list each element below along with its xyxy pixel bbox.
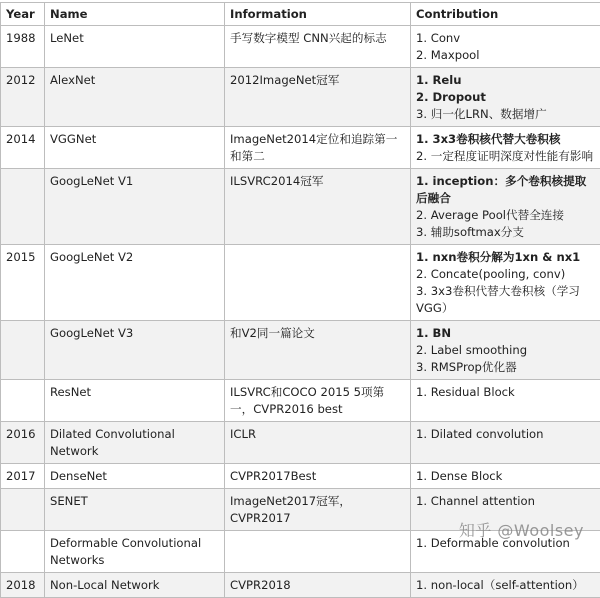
cell-information: ImageNet2017冠军，CVPR2017 <box>225 489 411 531</box>
cell-contribution <box>411 573 600 598</box>
cell-name: DenseNet <box>45 464 225 489</box>
cell-information <box>225 531 411 573</box>
cell-information: 手写数字模型 CNN兴起的标志 <box>225 26 411 68</box>
table-row <box>1 573 600 598</box>
contribution-item: 3. 辅助softmax分支 <box>416 224 597 241</box>
contribution-item: 1. Deformable convolution <box>416 535 597 552</box>
cell-year <box>1 489 45 531</box>
cell-year <box>1 321 45 380</box>
cell-year: 1988 <box>1 26 45 68</box>
cell-name: GoogLeNet V2 <box>45 245 225 321</box>
contribution-item: 1. nxn卷积分解为1xn & nx1 <box>416 249 597 266</box>
contribution-item: 1. non-local（self-attention） <box>416 577 597 594</box>
table-body <box>1 26 600 598</box>
table-row <box>1 380 600 422</box>
table-row <box>1 68 600 127</box>
cell-name: ResNet <box>45 380 225 422</box>
cell-contribution <box>411 422 600 464</box>
cell-name: SENET <box>45 489 225 531</box>
cell-year <box>1 169 45 245</box>
watermark: 知乎 @Woolsey <box>459 518 584 541</box>
header-row <box>1 3 600 26</box>
cell-year: 2015 <box>1 245 45 321</box>
cell-year <box>1 531 45 573</box>
cell-year: 2014 <box>1 127 45 169</box>
contribution-item: 1. BN <box>416 325 597 342</box>
table-row <box>1 26 600 68</box>
contribution-item: 1. 3x3卷积核代替大卷积核 <box>416 131 597 148</box>
cell-year: 2016 <box>1 422 45 464</box>
cell-name: Dilated Convolutional Network <box>45 422 225 464</box>
contribution-item: 3. 归一化LRN、数据增广 <box>416 106 597 123</box>
contribution-item: 1. inception：多个卷积核提取后融合 <box>416 173 597 207</box>
contribution-item: 2. Average Pool代替全连接 <box>416 207 597 224</box>
contribution-item: 1. Residual Block <box>416 384 597 401</box>
cell-name: Deformable Convolutional Networks <box>45 531 225 573</box>
cell-contribution <box>411 464 600 489</box>
cell-contribution <box>411 321 600 380</box>
table-row <box>1 422 600 464</box>
cell-contribution <box>411 127 600 169</box>
contribution-item: 2. Label smoothing <box>416 342 597 359</box>
cell-information: ILSVRC2014冠军 <box>225 169 411 245</box>
contribution-item: 2. Dropout <box>416 89 597 106</box>
header-contribution: Contribution <box>411 3 600 26</box>
cell-name: Non-Local Network <box>45 573 225 598</box>
contribution-item: 3. 3x3卷积代替大卷积核（学习VGG） <box>416 283 597 317</box>
cell-contribution <box>411 380 600 422</box>
header-information: Information <box>225 3 411 26</box>
contribution-item: 1. Relu <box>416 72 597 89</box>
cell-information: ILSVRC和COCO 2015 5项第一，CVPR2016 best <box>225 380 411 422</box>
contribution-item: 1. Channel attention <box>416 493 597 510</box>
table-row <box>1 127 600 169</box>
cell-name: GoogLeNet V1 <box>45 169 225 245</box>
contribution-item: 1. Conv <box>416 30 597 47</box>
table-row <box>1 169 600 245</box>
cell-contribution <box>411 245 600 321</box>
cell-name: AlexNet <box>45 68 225 127</box>
cell-year: 2017 <box>1 464 45 489</box>
cell-information: 2012ImageNet冠军 <box>225 68 411 127</box>
header-name: Name <box>45 3 225 26</box>
cell-contribution <box>411 26 600 68</box>
cell-year: 2018 <box>1 573 45 598</box>
table-row <box>1 245 600 321</box>
cell-name: LeNet <box>45 26 225 68</box>
cell-year <box>1 380 45 422</box>
contribution-item: 1. Dilated convolution <box>416 426 597 443</box>
contribution-item: 2. Maxpool <box>416 47 597 64</box>
cell-name: VGGNet <box>45 127 225 169</box>
cell-contribution <box>411 68 600 127</box>
cnn-history-table <box>0 2 600 598</box>
cell-contribution <box>411 169 600 245</box>
cell-name: GoogLeNet V3 <box>45 321 225 380</box>
contribution-item: 3. RMSProp优化器 <box>416 359 597 376</box>
cell-information: CVPR2018 <box>225 573 411 598</box>
contribution-item: 2. Concate(pooling, conv) <box>416 266 597 283</box>
cell-year: 2012 <box>1 68 45 127</box>
cell-information: CVPR2017Best <box>225 464 411 489</box>
table-row <box>1 464 600 489</box>
cell-information <box>225 245 411 321</box>
contribution-item: 2. 一定程度证明深度对性能有影响 <box>416 148 597 165</box>
table-row <box>1 321 600 380</box>
header-year: Year <box>1 3 45 26</box>
cell-information: ICLR <box>225 422 411 464</box>
contribution-item: 1. Dense Block <box>416 468 597 485</box>
cell-information: 和V2同一篇论文 <box>225 321 411 380</box>
cell-information: ImageNet2014定位和追踪第一和第二 <box>225 127 411 169</box>
